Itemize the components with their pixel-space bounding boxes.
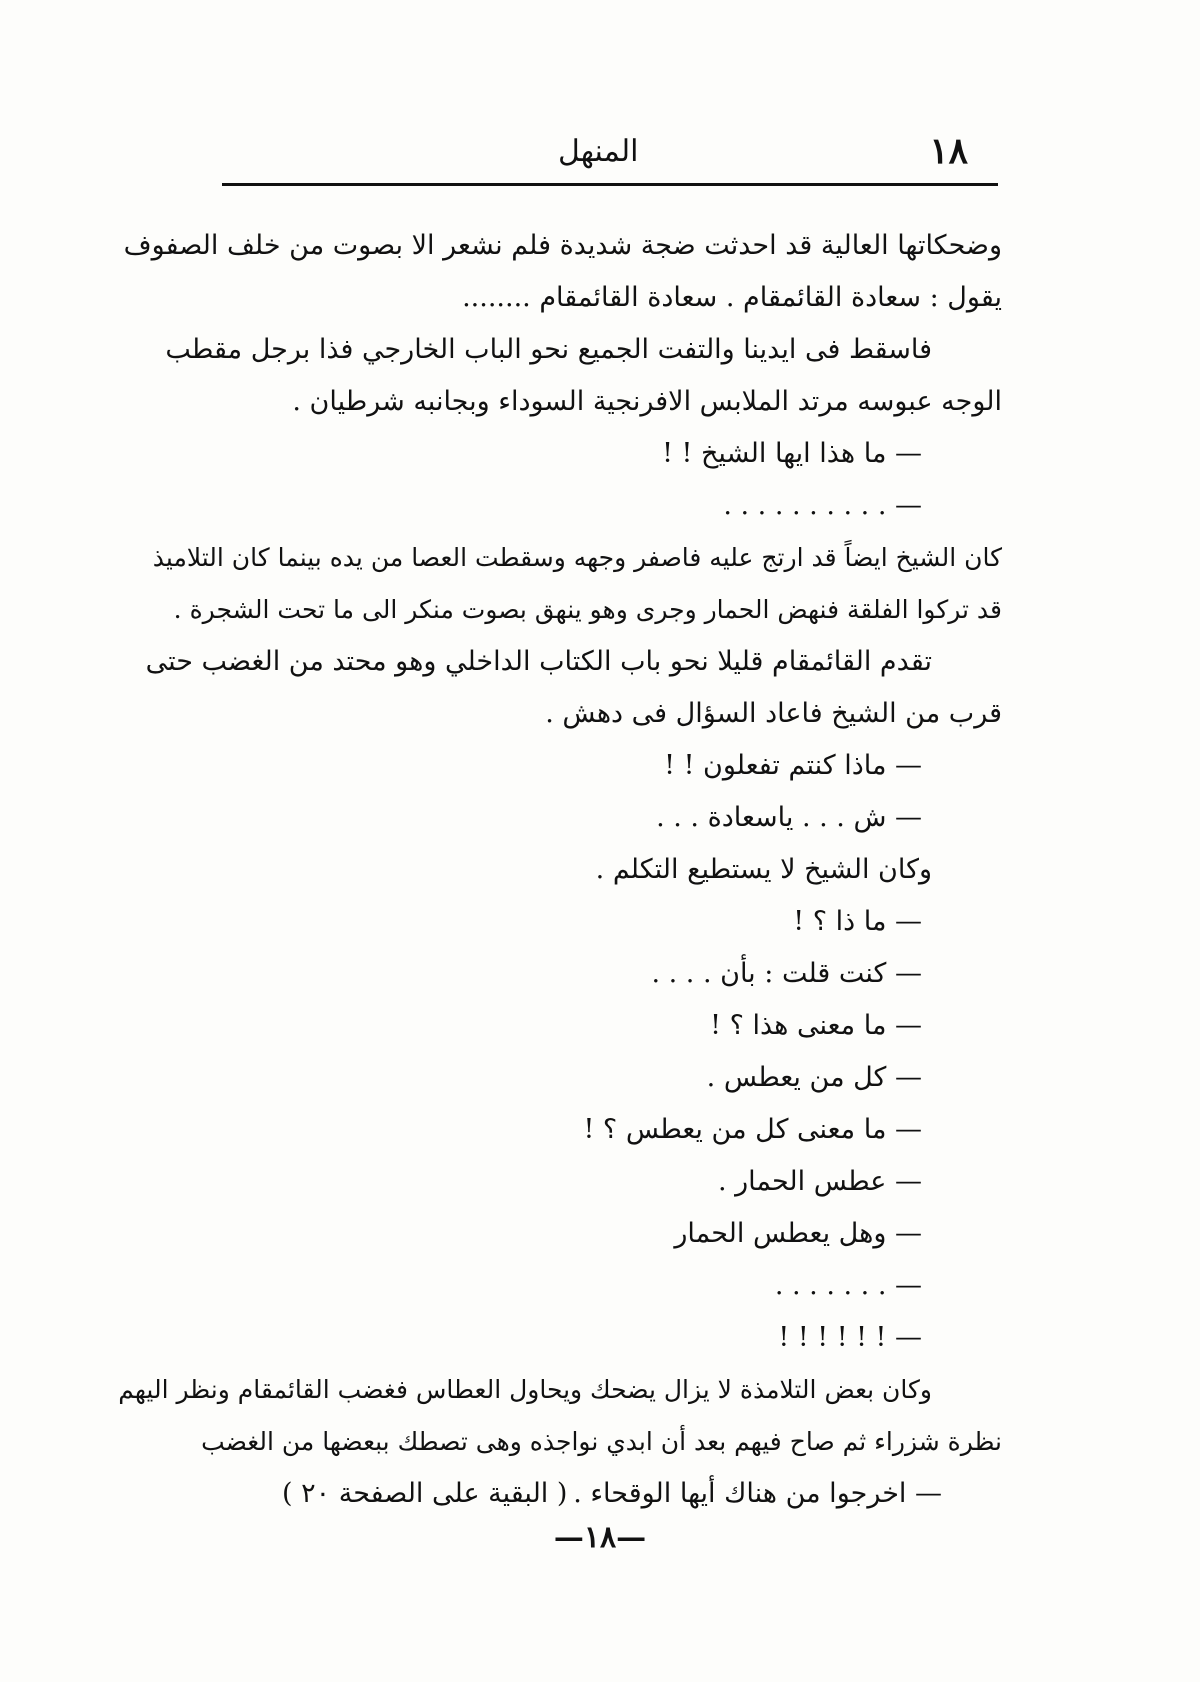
dialogue-line: — ما معنى كل من يعطس ؟ ! bbox=[583, 1114, 922, 1145]
text-line: وضحكاتها العالية قد احدثت ضجة شديدة فلم نشعر الا بصوت من خلف الصفوف bbox=[123, 230, 1002, 261]
dialogue-line: — . . . . . . . bbox=[774, 1270, 922, 1301]
header-page-number: ١٨ bbox=[929, 130, 968, 172]
header-divider bbox=[222, 183, 998, 186]
text-line: وكان بعض التلامذة لا يزال يضحك ويحاول العطاس فغضب القائمقام ونظر اليهم bbox=[118, 1375, 932, 1404]
dialogue-line: — ما ذا ؟ ! bbox=[793, 906, 922, 937]
article-body bbox=[118, 220, 1002, 1520]
text-line: يقول : سعادة القائمقام . سعادة القائمقام ........ bbox=[462, 282, 1002, 313]
text-line: تقدم القائمقام قليلا نحو باب الكتاب الداخلي وهو محتد من الغضب حتى bbox=[145, 646, 932, 677]
text-line: نظرة شزراء ثم صاح فيهم بعد أن ابدي نواجذه وهى تصطك ببعضها من الغضب bbox=[201, 1427, 1002, 1456]
dialogue-line: — ماذا كنتم تفعلون ! ! bbox=[664, 750, 922, 781]
dialogue-line: — كنت قلت : بأن . . . . bbox=[651, 958, 922, 989]
text-line: كان الشيخ ايضاً قد ارتج عليه فاصفر وجهه وسقطت العصا من يده بينما كان التلاميذ bbox=[152, 543, 1002, 572]
continued-note: ( البقية على الصفحة ٢٠ ) bbox=[282, 1478, 568, 1509]
dialogue-line: — ما هذا ايها الشيخ ! ! bbox=[662, 438, 922, 469]
dialogue-line: — . . . . . . . . . . bbox=[723, 490, 922, 521]
text-line: قد تركوا الفلقة فنهض الحمار وجرى وهو ينهق بصوت منكر الى ما تحت الشجرة . bbox=[173, 595, 1002, 624]
text-line: فاسقط فى ايدينا والتفت الجميع نحو الباب الخارجي فذا برجل مقطب bbox=[165, 334, 932, 365]
text-line: الوجه عبوسه مرتد الملابس الافرنجية السوداء وبجانبه شرطيان . bbox=[292, 386, 1002, 417]
text-line: وكان الشيخ لا يستطيع التكلم . bbox=[595, 854, 932, 885]
dialogue-line: — ما معنى هذا ؟ ! bbox=[710, 1010, 922, 1041]
dialogue-line: — وهل يعطس الحمار bbox=[674, 1218, 922, 1249]
footer-page-number: —١٨— bbox=[553, 1520, 647, 1555]
closing-speech: — اخرجوا من هناك أيها الوقحاء . bbox=[573, 1478, 942, 1509]
dialogue-line: — ! ! ! ! ! ! bbox=[778, 1322, 922, 1353]
dialogue-line: — عطس الحمار . bbox=[717, 1166, 922, 1197]
running-title: المنهل bbox=[558, 134, 639, 169]
dialogue-line: — كل من يعطس . bbox=[706, 1062, 922, 1093]
dialogue-line: — ش . . . ياسعادة . . . bbox=[656, 802, 922, 833]
page-header bbox=[218, 120, 998, 180]
text-line: قرب من الشيخ فاعاد السؤال فى دهش . bbox=[545, 698, 1002, 729]
closing-line bbox=[222, 1468, 1002, 1520]
